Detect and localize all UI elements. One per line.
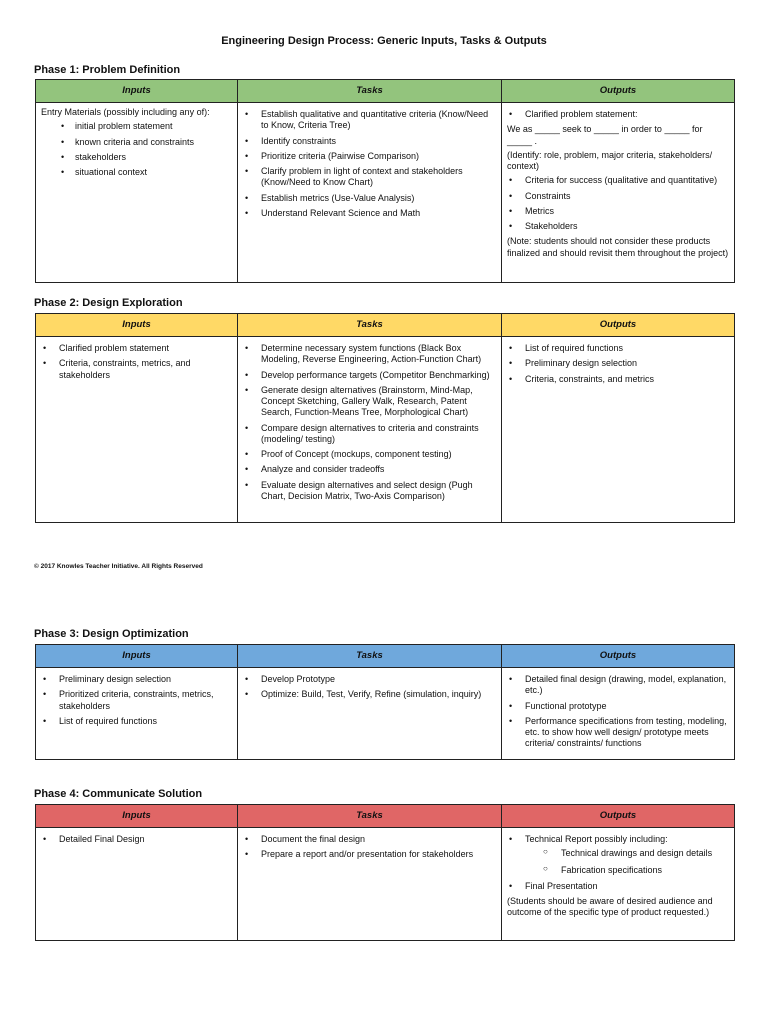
outputs-note: (Students should be aware of desired audience and outcome of the specific type of product requested.) — [507, 896, 713, 918]
copyright-notice: © 2017 Knowles Teacher Initiative. All Rights Reserved — [34, 563, 203, 570]
list-item — [507, 834, 729, 876]
list-item: • stakeholders — [41, 152, 232, 163]
outputs-cell — [502, 103, 735, 283]
list-item: • Establish metrics (Use-Value Analysis) — [243, 193, 496, 204]
outputs-cell — [502, 668, 735, 760]
sub-list-item: ○ Technical drawings and design details — [525, 848, 729, 859]
table-row — [36, 337, 735, 523]
list-item: • Establish qualitative and quantitative criteria (Know/Need to Know, Criteria Tree) — [243, 109, 496, 132]
inputs-header: Inputs — [36, 645, 238, 668]
tasks-cell — [238, 103, 502, 283]
list-item: • List of required functions — [41, 716, 232, 727]
outputs-header: Outputs — [502, 645, 735, 668]
list-item: • Clarify problem in light of context and stakeholders (Know/Need to Know Chart) — [243, 166, 496, 189]
phase-4-table — [35, 804, 735, 941]
outputs-note: (Note: students should not consider these products finalized and should revisit them throughout the project) — [507, 236, 729, 258]
phase-2-title: Phase 2: Design Exploration — [34, 297, 183, 309]
tasks-cell — [238, 337, 502, 523]
table-header-row — [36, 314, 735, 337]
list-item-label: Technical Report possibly including: — [525, 834, 668, 844]
list-item: • Criteria, constraints, metrics, and stakeholders — [41, 358, 232, 381]
identify-note: (Identify: role, problem, major criteria, stakeholders/ context) — [507, 149, 713, 171]
outputs-cell — [502, 828, 735, 941]
list-item: • Constraints — [507, 191, 729, 202]
list-item: • Detailed final design (drawing, model, explanation, etc.) — [507, 674, 729, 697]
table-header-row — [36, 645, 735, 668]
inputs-header: Inputs — [36, 80, 238, 103]
phase-1-title: Phase 1: Problem Definition — [34, 64, 181, 76]
list-item: • Determine necessary system functions (Black Box Modeling, Reverse Engineering, Action-Function Chart) — [243, 343, 496, 366]
tasks-cell — [238, 828, 502, 941]
table-row — [36, 103, 735, 283]
outputs-cell — [502, 337, 735, 523]
list-item: • Proof of Concept (mockups, component testing) — [243, 449, 496, 460]
list-item: • Metrics — [507, 206, 729, 217]
list-item: • Clarified problem statement: — [507, 109, 729, 120]
table-header-row — [36, 80, 735, 103]
tasks-header: Tasks — [238, 314, 502, 337]
phase-2-table — [35, 313, 735, 523]
tasks-header: Tasks — [238, 805, 502, 828]
inputs-intro: Entry Materials (possibly including any of): — [41, 107, 210, 117]
table-row — [36, 668, 735, 760]
list-item: • Detailed Final Design — [41, 834, 232, 845]
inputs-header: Inputs — [36, 314, 238, 337]
list-item: • Criteria for success (qualitative and quantitative) — [507, 175, 729, 186]
list-item: • Prioritized criteria, constraints, metrics, stakeholders — [41, 689, 232, 712]
inputs-cell — [36, 668, 238, 760]
list-item: • Generate design alternatives (Brainstorm, Mind-Map, Concept Sketching, Gallery Walk, Research, Patent Search, Function-Means Tree, Morphological Chart) — [243, 385, 496, 419]
list-item: • Stakeholders — [507, 221, 729, 232]
tasks-cell — [238, 668, 502, 760]
list-item: • Identify constraints — [243, 136, 496, 147]
list-item: • Evaluate design alternatives and select design (Pugh Chart, Decision Matrix, Two-Axis Comparison) — [243, 480, 496, 503]
outputs-header: Outputs — [502, 80, 735, 103]
inputs-cell — [36, 337, 238, 523]
list-item: • situational context — [41, 167, 232, 178]
phase-1-table — [35, 79, 735, 283]
list-item: • Preliminary design selection — [41, 674, 232, 685]
list-item: • Final Presentation — [507, 881, 729, 892]
phase-3-table — [35, 644, 735, 760]
list-item: • Functional prototype — [507, 701, 729, 712]
inputs-header: Inputs — [36, 805, 238, 828]
table-header-row — [36, 805, 735, 828]
list-item: • Prepare a report and/or presentation for stakeholders — [243, 849, 496, 860]
list-item: • known criteria and constraints — [41, 137, 232, 148]
outputs-header: Outputs — [502, 805, 735, 828]
tasks-header: Tasks — [238, 645, 502, 668]
list-item: • Performance specifications from testing, modeling, etc. to show how well design/ prototype meets criteria/ constraints/ functions — [507, 716, 729, 750]
list-item: • Analyze and consider tradeoffs — [243, 464, 496, 475]
list-item: • Optimize: Build, Test, Verify, Refine (simulation, inquiry) — [243, 689, 496, 700]
sub-list-item: ○ Fabrication specifications — [525, 865, 729, 876]
outputs-header: Outputs — [502, 314, 735, 337]
inputs-cell — [36, 103, 238, 283]
inputs-cell — [36, 828, 238, 941]
list-item: • Criteria, constraints, and metrics — [507, 374, 729, 385]
list-item: • Preliminary design selection — [507, 358, 729, 369]
list-item: • Understand Relevant Science and Math — [243, 208, 496, 219]
list-item: • Compare design alternatives to criteria and constraints (modeling/ testing) — [243, 423, 496, 446]
list-item: • Document the final design — [243, 834, 496, 845]
problem-statement-template: We as _____ seek to _____ in order to _____ for _____ . — [507, 124, 703, 146]
list-item: • Prioritize criteria (Pairwise Comparison) — [243, 151, 496, 162]
phase-3-title: Phase 3: Design Optimization — [34, 628, 189, 640]
list-item: • Develop performance targets (Competitor Benchmarking) — [243, 370, 496, 381]
list-item: • Develop Prototype — [243, 674, 496, 685]
list-item: • List of required functions — [507, 343, 729, 354]
phase-4-title: Phase 4: Communicate Solution — [34, 788, 203, 800]
table-row — [36, 828, 735, 941]
list-item: • initial problem statement — [41, 121, 232, 132]
tasks-header: Tasks — [238, 80, 502, 103]
document-title: Engineering Design Process: Generic Inputs, Tasks & Outputs — [221, 35, 547, 47]
list-item: • Clarified problem statement — [41, 343, 232, 354]
